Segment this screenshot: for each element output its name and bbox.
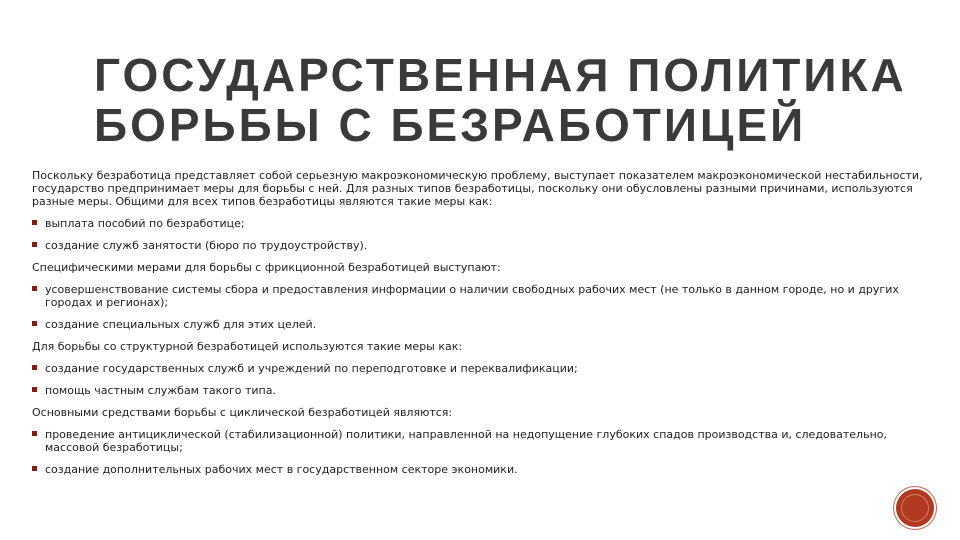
structural-measures-list xyxy=(32,362,932,397)
slide-badge-icon xyxy=(896,489,934,527)
square-bullet-icon xyxy=(32,242,37,247)
structural-heading: Для борьбы со структурной безработицей используются такие меры как: xyxy=(32,340,463,353)
list-item xyxy=(32,362,932,375)
list-item xyxy=(32,463,932,476)
square-bullet-icon xyxy=(32,220,37,225)
list-item xyxy=(32,428,932,454)
slide-title xyxy=(94,50,914,150)
list-item xyxy=(32,217,932,230)
list-item-text: проведение антициклической (стабилизационной) политики, направленной на недопущение глубоких спадов производства и, следовательно, массовой безработицы; xyxy=(45,428,887,454)
slide-title-line-2: БОРЬБЫ С БЕЗРАБОТИЦЕЙ xyxy=(94,99,807,151)
square-bullet-icon xyxy=(32,431,37,436)
list-item-text: усовершенствование системы сбора и предоставления информации о наличии свободных рабочих мест (не только в данном городе, но и других городах и регионах); xyxy=(45,283,899,309)
list-item-text: создание служб занятости (бюро по трудоустройству). xyxy=(45,239,368,252)
cyclical-measures-list xyxy=(32,428,932,476)
list-item xyxy=(32,318,932,331)
slide-title-line-1: ГОСУДАРСТВЕННАЯ ПОЛИТИКА xyxy=(94,49,907,101)
list-item-text: создание специальных служб для этих целей. xyxy=(45,318,317,331)
frictional-measures-list xyxy=(32,283,932,331)
cyclical-heading: Основными средствами борьбы с циклической безработицей являются: xyxy=(32,406,453,419)
list-item-text: помощь частным службам такого типа. xyxy=(45,384,276,397)
list-item xyxy=(32,384,932,397)
general-measures-list xyxy=(32,217,932,252)
list-item xyxy=(32,239,932,252)
list-item-text: создание дополнительных рабочих мест в государственном секторе экономики. xyxy=(45,463,518,476)
square-bullet-icon xyxy=(32,387,37,392)
square-bullet-icon xyxy=(32,286,37,291)
list-item-text: создание государственных служб и учреждений по переподготовке и переквалификации; xyxy=(45,362,578,375)
square-bullet-icon xyxy=(32,365,37,370)
slide-body xyxy=(32,169,932,485)
intro-paragraph: Поскольку безработица представляет собой серьезную макроэкономическую проблему, выступает показателем макроэкономической нестабильности, государство предпринимает меры для борьбы с ней. Для разных типов безработицы, поскольку они обусловлены разными причинами, используются разные меры. Общими для всех типов безработицы являются такие меры как: xyxy=(32,169,923,208)
list-item-text: выплата пособий по безработице; xyxy=(45,217,245,230)
square-bullet-icon xyxy=(32,321,37,326)
frictional-heading: Специфическими мерами для борьбы с фрикционной безработицей выступают: xyxy=(32,261,501,274)
list-item xyxy=(32,283,932,309)
square-bullet-icon xyxy=(32,466,37,471)
